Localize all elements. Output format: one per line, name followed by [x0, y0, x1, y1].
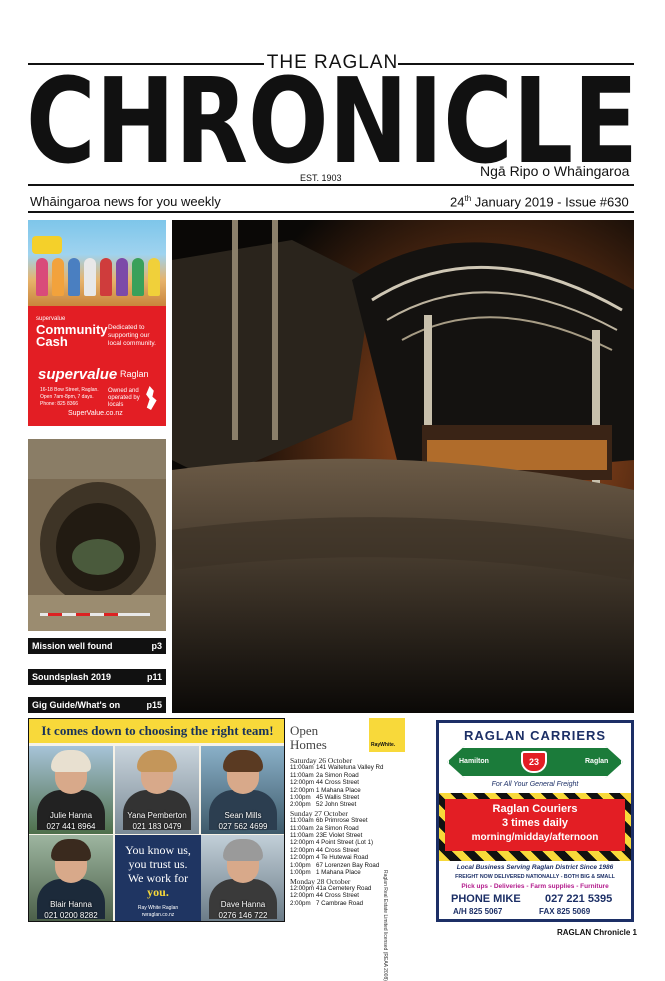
- open-home-row[interactable]: [290, 764, 416, 771]
- caption-text: Mission well found: [32, 641, 113, 651]
- licence-note: Raglan Real Estate Limited licensed (REAA 2008): [382, 870, 388, 981]
- open-home-address: 44 Cross Street: [316, 779, 359, 787]
- established-year: EST. 1903: [300, 173, 342, 183]
- agent-phone[interactable]: 021 0200 8282: [44, 911, 98, 920]
- open-homes-list: [290, 756, 416, 907]
- slogan-line: you.: [147, 885, 169, 899]
- couriers-line: 3 times daily: [501, 817, 569, 829]
- supervalue-place: Raglan: [120, 369, 149, 379]
- agent-card[interactable]: [29, 746, 113, 834]
- supervalue-logo: supervalue: [38, 366, 118, 383]
- child-figure: [148, 258, 160, 296]
- open-home-row[interactable]: [290, 801, 416, 808]
- open-home-time: 1:00pm: [290, 869, 311, 877]
- ad-brand: Ray White Raglan: [137, 905, 179, 911]
- masthead-kicker: THE RAGLAN: [266, 52, 399, 73]
- route-right: Raglan: [585, 758, 609, 765]
- agent-phone[interactable]: 027 441 8964: [46, 822, 96, 831]
- open-home-address: 23E Violet Street: [316, 832, 363, 840]
- carriers-slogan: For All Your General Freight: [491, 781, 579, 788]
- issue-date: [450, 194, 629, 209]
- open-home-time: 1:00pm: [290, 861, 311, 869]
- open-home-time: 12:00pm: [290, 846, 315, 854]
- open-home-address: 1 Mahana Place: [316, 869, 361, 877]
- concert-hero-photo[interactable]: [172, 220, 634, 713]
- store-address: 16-18 Bow Street, Raglan. Open 7am-8pm, 7 days. Phone: 825 8366: [40, 387, 99, 407]
- masthead-title-text: CHRONICLE: [26, 62, 638, 172]
- agent-name: Julie Hanna: [49, 811, 93, 820]
- open-home-address: 4 Point Street (Lot 1): [316, 839, 374, 847]
- agent-phone[interactable]: 027 562 4699: [218, 822, 268, 831]
- open-homes-day: Monday 28 October: [290, 876, 351, 886]
- agent-phone[interactable]: 021 183 0479: [132, 822, 182, 831]
- open-home-row[interactable]: [290, 900, 416, 907]
- open-home-row[interactable]: [290, 779, 416, 786]
- couriers-box: [445, 799, 625, 851]
- open-home-time: 11:00am: [290, 771, 314, 779]
- couriers-line: morning/midday/afternoon: [471, 832, 599, 843]
- caption-mission-well[interactable]: [28, 638, 166, 654]
- open-home-address: 45 Wallis Street: [316, 794, 360, 802]
- issue-day-suffix: th: [464, 194, 472, 203]
- agent-card[interactable]: [115, 746, 199, 834]
- open-home-row[interactable]: [290, 847, 416, 854]
- carriers-services: Pick ups - Deliveries - Farm supplies - Furniture: [461, 883, 609, 890]
- open-home-row[interactable]: [290, 854, 416, 861]
- slogan-line: You know us,: [125, 843, 191, 857]
- open-home-row[interactable]: [290, 832, 416, 839]
- slogan-line: you trust us.: [128, 857, 188, 871]
- community-dedication: Dedicated to supporting our local community.: [108, 324, 156, 347]
- agent-name: Sean Mills: [224, 811, 262, 820]
- open-home-address: 6b Primrose Street: [316, 817, 368, 825]
- page-footer: RAGLAN Chronicle 1: [556, 928, 637, 937]
- community-title: Community Cash: [36, 322, 108, 349]
- agent-name: Yana Pemberton: [127, 811, 187, 820]
- open-home-row[interactable]: [290, 892, 416, 899]
- dateline-rule: [28, 211, 634, 213]
- open-home-row[interactable]: [290, 787, 416, 794]
- open-home-address: 67 Lorenzen Bay Road: [316, 861, 380, 869]
- open-home-address: 1 Mahana Place: [316, 786, 361, 794]
- open-home-time: 12:00pm: [290, 892, 315, 900]
- open-homes-day: Saturday 26 October: [290, 756, 353, 765]
- ad-center-slogan: [115, 835, 201, 922]
- open-home-address: 52 John Street: [316, 801, 357, 809]
- mission-well-photo[interactable]: [28, 439, 166, 631]
- child-figure: [116, 258, 128, 296]
- route-left: Hamilton: [459, 758, 489, 765]
- open-home-time: 11:00am: [290, 824, 314, 832]
- issue-date-rest: January 2019 - Issue #630: [474, 194, 629, 210]
- owned-locally: Owned and operated by locals: [108, 388, 140, 408]
- well-photo-art: [28, 439, 166, 631]
- open-home-time: 12:00pm: [290, 839, 315, 847]
- open-home-row[interactable]: [290, 794, 416, 801]
- supervalue-url[interactable]: SuperValue.co.nz: [68, 410, 123, 417]
- issue-day: 24: [450, 194, 465, 210]
- caption-page: p15: [146, 700, 162, 710]
- open-home-address: 141 Waitetuna Valley Rd: [316, 764, 384, 772]
- open-home-address: 44 Cross Street: [316, 846, 359, 854]
- dateline-slogan: Whāingaroa news for you weekly: [30, 194, 221, 209]
- carriers-fax[interactable]: FAX 825 5069: [539, 907, 591, 916]
- raglan-carriers-ad[interactable]: [436, 720, 634, 922]
- slogan-line: We work for: [127, 871, 189, 885]
- playground-slide: [32, 236, 62, 254]
- open-home-row[interactable]: [290, 862, 416, 869]
- caption-soundsplash[interactable]: [28, 669, 166, 685]
- nz-map-icon: [144, 386, 158, 410]
- open-home-row[interactable]: [290, 772, 416, 779]
- carriers-freight: FREIGHT NOW DELIVERED NATIONALLY - BOTH BIG & SMALL: [455, 874, 615, 880]
- child-figure: [36, 258, 48, 296]
- open-home-time: 2:00pm: [290, 801, 311, 809]
- child-figure: [84, 258, 96, 296]
- open-home-row[interactable]: [290, 825, 416, 832]
- kids-photo: [28, 220, 166, 306]
- agent-name: Dave Hanna: [220, 900, 266, 909]
- ray-white-team-ad[interactable]: [28, 718, 285, 922]
- open-home-address: 41a Cemetery Road: [316, 884, 372, 892]
- carriers-phone-number[interactable]: 027 221 5395: [545, 893, 613, 905]
- open-homes-title: Open Homes: [290, 723, 327, 752]
- open-home-row[interactable]: [290, 817, 416, 824]
- open-home-row[interactable]: [290, 839, 416, 846]
- supervalue-ad[interactable]: [28, 220, 166, 426]
- caption-text: Gig Guide/What's on: [32, 700, 121, 710]
- agent-name: Blair Hanna: [50, 900, 92, 909]
- caption-page: p11: [146, 672, 162, 682]
- masthead-title: [22, 62, 642, 172]
- caption-text: Soundsplash 2019: [32, 672, 112, 682]
- ad-headline: It comes down to choosing the right team!: [29, 719, 285, 743]
- carriers-serving: Local Business Serving Raglan District Since 1986: [456, 864, 614, 871]
- child-figure: [100, 258, 112, 296]
- masthead-tagline: Ngā Ripo o Whāingaroa: [480, 163, 630, 179]
- child-figure: [132, 258, 144, 296]
- open-home-address: 2a Simon Road: [316, 824, 359, 832]
- open-home-time: 12:00pm: [290, 779, 315, 787]
- carriers-title: RAGLAN CARRIERS: [463, 728, 607, 743]
- open-home-row[interactable]: [290, 869, 416, 876]
- open-home-time: 12:00pm: [290, 854, 315, 862]
- open-home-time: 2:00pm: [290, 899, 311, 907]
- carriers-after-hours[interactable]: A/H 825 5067: [453, 907, 503, 916]
- open-home-time: 12:00pm: [290, 884, 315, 892]
- open-home-address: 7 Cambrae Road: [316, 899, 364, 907]
- open-home-time: 1:00pm: [290, 794, 311, 802]
- raywhite-logo-text: RayWhite.: [371, 742, 396, 748]
- open-home-address: 4 Te Hutewai Road: [316, 854, 369, 862]
- child-figure: [68, 258, 80, 296]
- ad-url[interactable]: rwraglan.co.nz: [141, 912, 175, 918]
- open-home-address: 2a Simon Road: [316, 771, 359, 779]
- open-homes-day: Sunday 27 October: [290, 808, 348, 818]
- agent-phone[interactable]: 0276 146 722: [218, 911, 268, 920]
- caption-page: p3: [151, 641, 162, 651]
- masthead-rule: [28, 184, 634, 186]
- concert-scene: [172, 220, 634, 713]
- couriers-line: Raglan Couriers: [492, 803, 578, 815]
- agent-card[interactable]: [29, 835, 113, 922]
- open-home-row[interactable]: [290, 885, 416, 892]
- caption-gig-guide[interactable]: [28, 697, 166, 713]
- open-home-address: 44 Cross Street: [316, 892, 359, 900]
- carriers-phone-label: PHONE MIKE: [451, 893, 521, 905]
- agent-card[interactable]: [201, 835, 285, 922]
- highway-shield-icon: 23: [521, 751, 547, 773]
- open-home-time: 12:00pm: [290, 786, 315, 794]
- child-figure: [52, 258, 64, 296]
- agent-card[interactable]: [201, 746, 285, 834]
- open-home-time: 11:00am: [290, 764, 314, 772]
- community-label: supervalue: [36, 316, 66, 322]
- open-home-time: 11:00am: [290, 832, 314, 840]
- open-home-time: 11:00am: [290, 817, 314, 825]
